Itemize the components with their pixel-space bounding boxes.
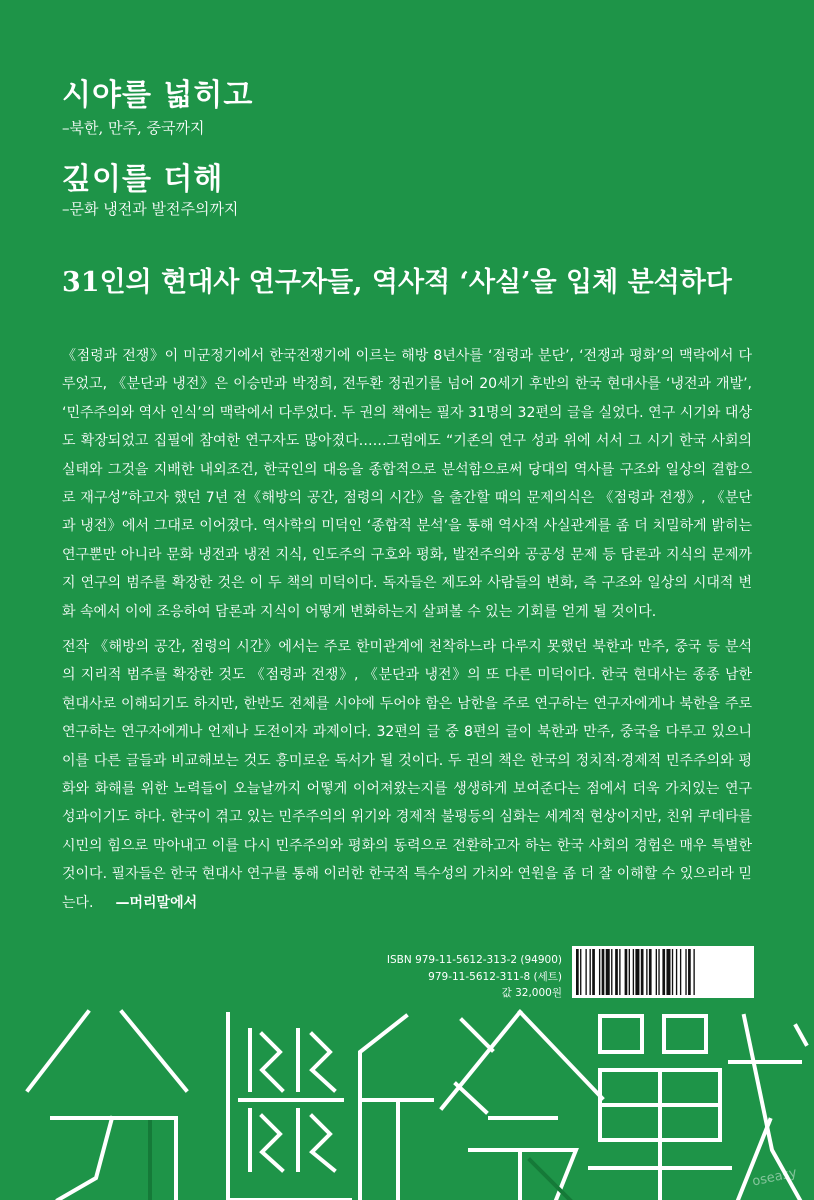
barcode-bar: [576, 949, 579, 995]
title-characters-graphic: [28, 1012, 806, 1200]
barcode: [572, 946, 754, 998]
barcode-bar: [688, 949, 691, 995]
title-calligraphy-art: [0, 1000, 814, 1200]
barcode-graphic: [572, 946, 754, 998]
barcode-bar: [625, 949, 628, 995]
subheading-north-korea: –북한, 만주, 중국까지: [62, 119, 205, 137]
barcode-bar: [592, 949, 595, 995]
barcode-bar: [658, 949, 659, 995]
barcode-bar: [619, 949, 620, 995]
barcode-bar: [672, 949, 673, 995]
barcode-bar: [641, 949, 644, 995]
description-paragraph-2: [62, 633, 752, 917]
barcode-bar: [685, 949, 686, 995]
barcode-bar: [635, 949, 639, 995]
barcode-bar: [676, 949, 677, 995]
barcode-bar: [666, 949, 670, 995]
barcode-bar: [599, 949, 600, 995]
price-label: 값 32,000원: [501, 987, 562, 999]
barcode-bar: [629, 949, 630, 995]
barcode-bar: [590, 949, 591, 995]
barcode-bar: [693, 949, 694, 995]
barcode-bar: [680, 949, 681, 995]
barcode-bar: [633, 949, 634, 995]
barcode-bar: [662, 949, 665, 995]
character-dan: [228, 1014, 432, 1200]
watermark: oseasy: [750, 1165, 799, 1190]
subheading-cultural-cold-war: –문화 냉전과 발전주의까지: [62, 200, 239, 218]
barcode-bar: [615, 949, 618, 995]
barcode-bar: [656, 949, 657, 995]
heading-add-depth: 깊이를 더해: [62, 162, 224, 197]
barcode-bar: [646, 949, 647, 995]
character-bun: [28, 1012, 186, 1200]
barcode-bar: [580, 949, 581, 995]
barcode-bar: [606, 949, 610, 995]
isbn-block: [387, 952, 562, 1002]
barcode-bar: [649, 949, 652, 995]
isbn-set-line: 979-11-5612-311-8 (세트): [428, 970, 562, 983]
quote-source: —머리말에서: [115, 894, 198, 911]
description-paragraph-2-text: 전작 《해방의 공간, 점령의 시간》에서는 주로 한미관계에 천착하느라 다루지 못했던 북한과 만주, 중국 등 분석의 지리적 범주를 확장한 것도 《점령과 전쟁》, 《분단과 냉전》의 또 다른 미덕이다. 한국 현대사는 종종 남한 현대사로 이해되기도 하지만, 한반도 전체를 시야에 두어야 함은 남한을 주로 연구하는 연구자에게나 북한을 주로 연구하는 연구자에게나 언제나 도전이자 과제이다. 32편의 글 중 8편의 글이 북한과 만주, 중국을 다루고 있으니 이를 다른 글들과 비교해보는 것도 흥미로운 독서가 될 것이다. 두 권의 책은 한국의 정치적·경제적 민주주의와 평화와 화해를 위한 노력들이 오늘날까지 어떻게 이어져왔는지를 생생하게 보여준다는 점에서 더욱 가치있는 연구 성과이기도 하다. 한국이 겪고 있는 민주주의의 위기와 경제적 불평등의 심화는 세계적 현상이지만, 친위 쿠데타를 시민의 힘으로 막아내고 이를 다시 민주주의와 평화의 동력으로 전환하고자 하는 한국 사회의 경험은 매우 특별한 것이다. 필자들은 한국 현대사 연구를 통해 이러한 한국적 특수성의 가치와 연원을 좀 더 잘 이해할 수 있으리라 믿는다.: [62, 639, 752, 911]
barcode-bar: [585, 949, 586, 995]
heading-widen-view: 시야를 넓히고: [62, 78, 254, 113]
barcode-bar: [611, 949, 612, 995]
description-paragraph-1: 《점령과 전쟁》이 미군정기에서 한국전쟁기에 이르는 해방 8년사를 ‘점령과 분단’, ‘전쟁과 평화’의 맥락에서 다루었고, 《분단과 냉전》은 이승만과 박정희, 전두환 정권기를 넘어 20세기 후반의 한국 현대사를 ‘냉전과 개발’, ‘민주주의와 역사 인식’의 맥락에서 다루었다. 두 권의 책에는 필자 31명의 32편의 글을 실었다. 연구 시기와 대상도 확장되었고 집필에 참여한 연구자도 많아졌다……그럼에도 “기존의 연구 성과 위에 서서 그 시기 한국 사회의 실태와 그것을 지배한 내외조건, 한국인의 대응을 종합적으로 분석함으로써 당대의 역사를 구조와 일상의 결합으로 재구성”하고자 했던 7년 전《해방의 공간, 점령의 시간》을 출간할 때의 문제의식은 《점령과 전쟁》, 《분단과 냉전》에서 그대로 이어졌다. 역사학의 미덕인 ‘종합적 분석’을 통해 역사적 사실관계를 좀 더 치밀하게 밝히는 연구뿐만 아니라 문화 냉전과 냉전 지식, 인도주의 구호와 평화, 발전주의와 공공성 문제 등 담론과 지식의 문제까지 연구의 범주를 확장한 것은 이 두 책의 미덕이다. 독자들은 제도와 사람들의 변화, 즉 구조와 일상의 시대적 변화 속에서 이에 조응하여 담론과 지식이 어떻게 변화하는지 살펴볼 수 있는 기회를 얻게 될 것이다.: [62, 348, 752, 620]
character-naeng: [442, 1012, 602, 1200]
barcode-bar: [602, 949, 605, 995]
back-cover-headline: 31인의 현대사 연구자들, 역사적 ‘사실’을 입체 분석하다: [62, 267, 732, 298]
isbn-line: ISBN 979-11-5612-313-2 (94900): [386, 954, 562, 966]
